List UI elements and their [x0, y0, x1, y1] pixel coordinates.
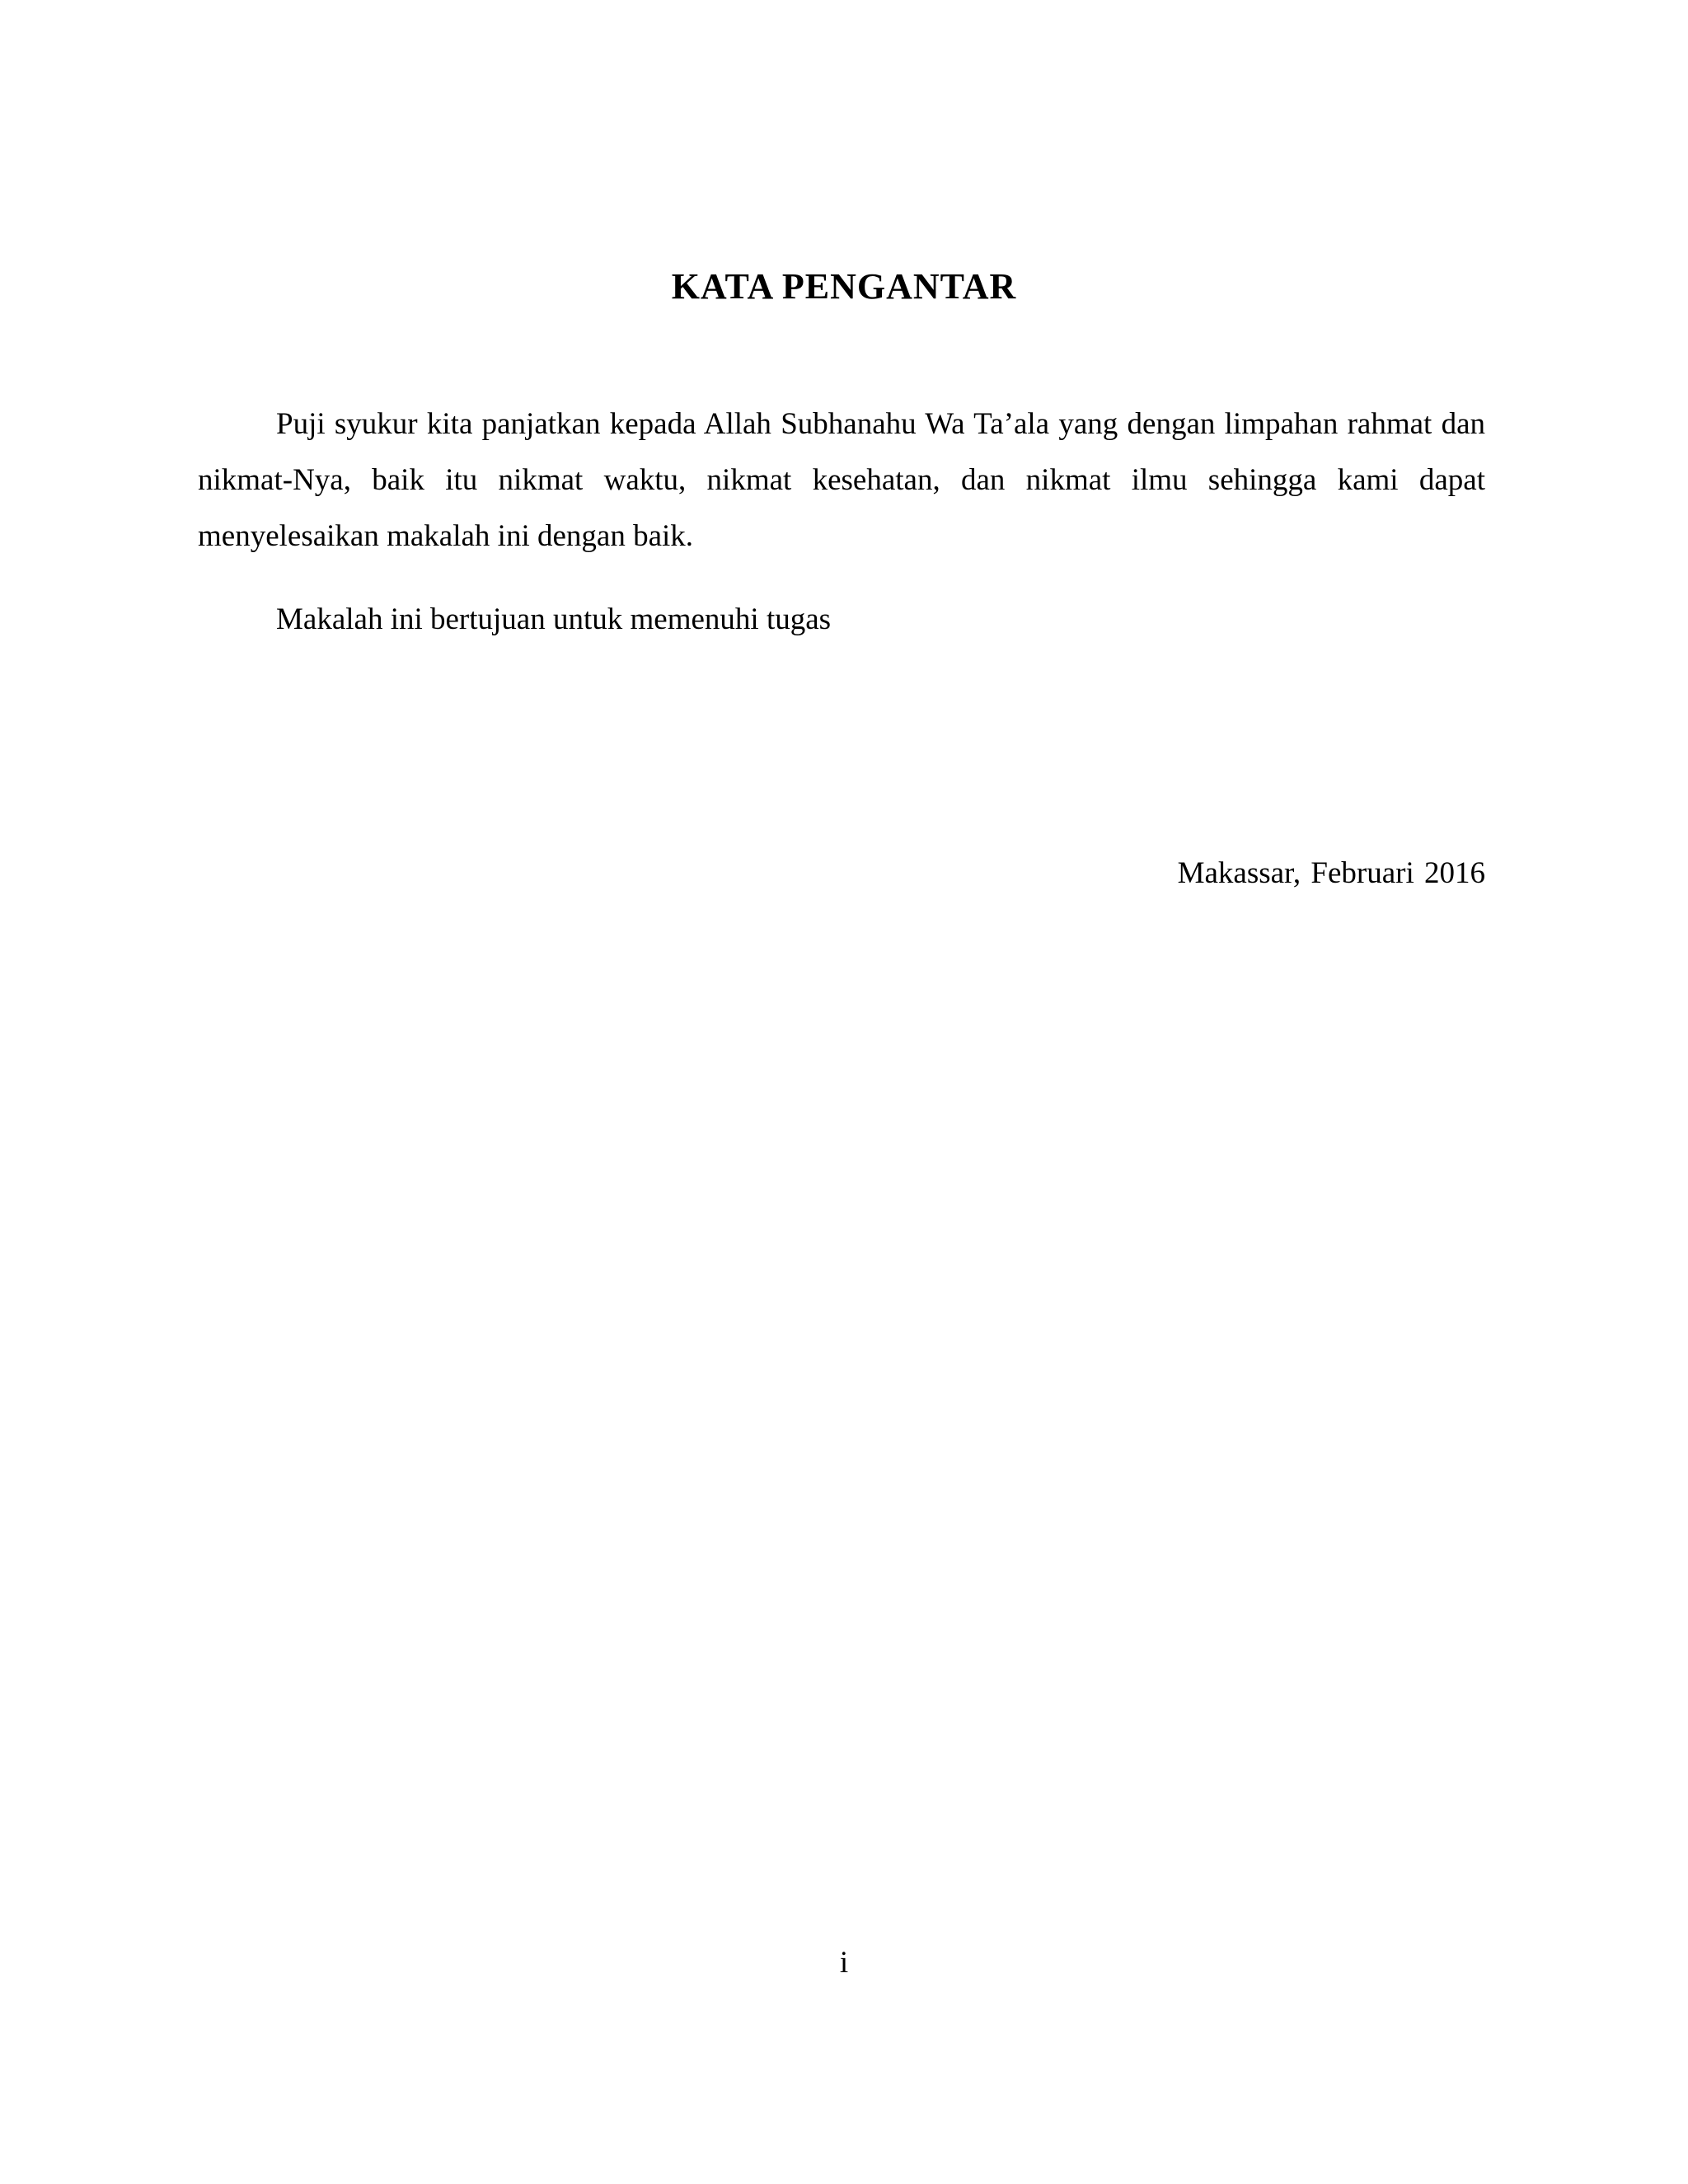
page-number: i [839, 1946, 849, 1980]
paragraph-purpose: Makalah ini bertujuan untuk memenuhi tugas [276, 602, 832, 636]
paragraph-opening: Puji syukur kita panjatkan kepada Allah Subhanahu Wa Ta’ala yang dengan limpahan rahmat dan nikmat-Nya, baik itu nikmat waktu, nikmat kesehatan, dan nikmat ilmu sehingga kami dapat menyelesaikan makalah ini dengan baik. [198, 407, 1485, 553]
place-date-signature: Makassar, Februari 2016 [1177, 856, 1485, 890]
page-title: KATA PENGANTAR [671, 266, 1017, 307]
